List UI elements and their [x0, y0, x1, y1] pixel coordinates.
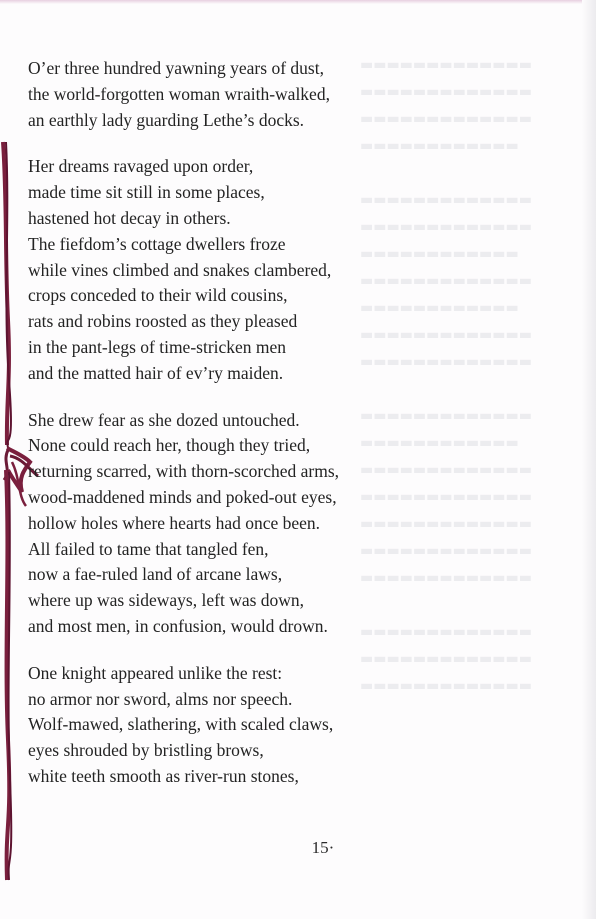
stanza: [28, 408, 388, 640]
poem-line: and most men, in confusion, would drown.: [28, 615, 328, 636]
poem-line: an earthly lady guarding Lethe’s docks.: [28, 109, 305, 130]
poem-line: while vines climbed and snakes clambered,: [28, 259, 332, 280]
bleed-through-texture: ▬▬▬▬▬▬▬▬▬▬▬▬▬ ▬▬▬▬▬▬▬▬▬▬▬▬▬ ▬▬▬▬▬▬▬▬▬▬▬▬▬ ▬▬▬▬▬▬▬▬▬▬▬▬ ▬▬▬▬▬▬▬▬▬▬▬▬▬ ▬▬▬▬▬▬▬▬▬▬▬▬▬ ▬▬▬▬▬▬▬▬▬▬▬▬ ▬▬▬▬▬▬▬▬▬▬▬▬▬ ▬▬▬▬▬▬▬▬▬▬▬▬ ▬▬▬▬▬▬▬▬▬▬▬▬▬ ▬▬▬▬▬▬▬▬▬▬▬▬▬ ▬▬▬▬▬▬▬▬▬▬▬▬▬ ▬▬▬▬▬▬▬▬▬▬▬▬ ▬▬▬▬▬▬▬▬▬▬▬▬▬ ▬▬▬▬▬▬▬▬▬▬▬▬▬ ▬▬▬▬▬▬▬▬▬▬▬▬▬ ▬▬▬▬▬▬▬▬▬▬▬▬▬ ▬▬▬▬▬▬▬▬▬▬▬▬▬ ▬▬▬▬▬▬▬▬▬▬▬▬▬ ▬▬▬▬▬▬▬▬▬▬▬▬▬ ▬▬▬▬▬▬▬▬▬▬▬▬▬: [360, 57, 532, 694]
poem-line: returning scarred, with thorn-scorched arms,: [28, 461, 340, 482]
poem-line: wood-maddened minds and poked-out eyes,: [28, 486, 337, 507]
poem-line: Her dreams ravaged upon order,: [28, 156, 254, 177]
poem-line: The fiefdom’s cottage dwellers froze: [28, 233, 286, 254]
poem-line: One knight appeared unlike the rest:: [28, 662, 283, 683]
page-number: 15·: [311, 838, 335, 857]
stanza: [28, 661, 388, 790]
poem-line: in the pant-legs of time-stricken men: [28, 336, 287, 357]
poem-line: where up was sideways, left was down,: [28, 590, 305, 611]
page-top-edge: [0, 0, 596, 4]
poem-line: rats and robins roosted as they pleased: [28, 311, 298, 332]
poem-line: no armor nor sword, alms nor speech.: [28, 688, 293, 709]
poem-line: crops conceded to their wild cousins,: [28, 285, 288, 306]
poem-line: None could reach her, though they tried,: [28, 435, 311, 456]
poem-line: hollow holes where hearts had once been.: [28, 512, 321, 533]
poem-line: white teeth smooth as river-run stones,: [28, 765, 299, 786]
poem-line: All failed to tame that tangled fen,: [28, 538, 269, 559]
poem-body: [28, 56, 388, 811]
stanza: [28, 56, 388, 133]
poem-line: and the matted hair of ev’ry maiden.: [28, 362, 284, 383]
stanza: [28, 154, 388, 386]
poem-line: the world-forgotten woman wraith-walked,: [28, 83, 330, 104]
poem-line: Wolf-mawed, slathering, with scaled claws,: [28, 714, 334, 735]
poem-line: She drew fear as she dozed untouched.: [28, 409, 300, 430]
poem-line: now a fae-ruled land of arcane laws,: [28, 564, 283, 585]
poem-line: hastened hot decay in others.: [28, 207, 231, 228]
poem-line: O’er three hundred yawning years of dust,: [28, 58, 324, 78]
poem-line: made time sit still in some places,: [28, 182, 265, 203]
poem-line: eyes shrouded by bristling brows,: [28, 740, 264, 761]
